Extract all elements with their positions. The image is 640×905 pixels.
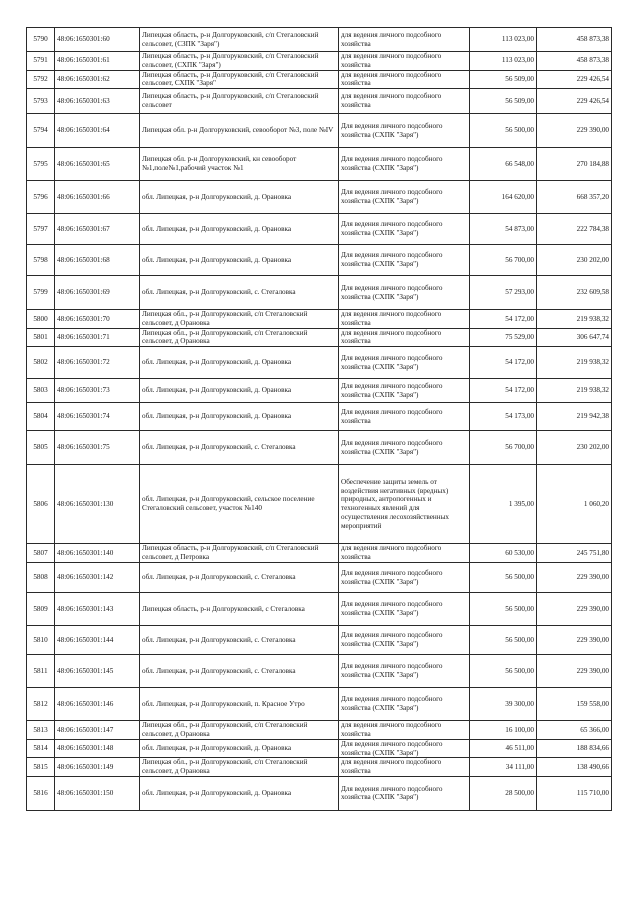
- cell-area: 54 173,00: [470, 403, 537, 431]
- cell-purpose: для ведения личного подсобного хозяйства: [339, 544, 470, 563]
- cell-number: 5794: [27, 114, 55, 148]
- cell-address: Липецкая обл., р-н Долгоруковский, с/п Стегаловский сельсовет, д Орановка: [140, 721, 339, 740]
- cell-purpose: Для ведения личного подсобного хозяйства (СХПК "Заря"): [339, 245, 470, 276]
- cell-area: 54 172,00: [470, 379, 537, 403]
- cell-cadastral-number: 48:06:1650301:150: [55, 776, 140, 810]
- cell-cadastral-number: 48:06:1650301:144: [55, 626, 140, 655]
- cell-cadastral-number: 48:06:1650301:63: [55, 89, 140, 114]
- table-row: [27, 114, 612, 148]
- cell-area: 34 111,00: [470, 758, 537, 777]
- cell-cadastral-number: 48:06:1650301:72: [55, 347, 140, 379]
- table-row: [27, 758, 612, 777]
- cell-cadastral-number: 48:06:1650301:66: [55, 181, 140, 214]
- cell-number: 5791: [27, 52, 55, 71]
- cell-area: 1 395,00: [470, 465, 537, 544]
- cell-number: 5807: [27, 544, 55, 563]
- table-body: [27, 28, 612, 811]
- cell-purpose: Обеспечение защиты земель от воздействия негативных (вредных) природных, антропогенных и техногенных явлений для осуществления лесохозяйственных мероприятий: [339, 465, 470, 544]
- table-row: [27, 431, 612, 465]
- cell-purpose: Для ведения личного подсобного хозяйства (СХПК "Заря"): [339, 655, 470, 688]
- cell-cadastral-number: 48:06:1650301:67: [55, 214, 140, 245]
- cell-cadastral-number: 48:06:1650301:71: [55, 328, 140, 347]
- cell-address: Липецкая обл., р-н Долгоруковский, с/п Стегаловский сельсовет, д Орановка: [140, 758, 339, 777]
- cell-cadastral-value: 230 202,00: [537, 431, 612, 465]
- cell-area: 16 100,00: [470, 721, 537, 740]
- land-plots-table: [26, 27, 612, 811]
- cell-purpose: Для ведения личного подсобного хозяйства (СХПК "Заря"): [339, 148, 470, 181]
- cell-number: 5814: [27, 739, 55, 758]
- cell-number: 5811: [27, 655, 55, 688]
- table-row: [27, 739, 612, 758]
- cell-address: обл. Липецкая, р-н Долгоруковский, д. Орановка: [140, 214, 339, 245]
- cell-purpose: Для ведения личного подсобного хозяйства (СХПК "Заря"): [339, 431, 470, 465]
- table-row: [27, 465, 612, 544]
- cell-cadastral-value: 159 558,00: [537, 688, 612, 721]
- cell-area: 54 172,00: [470, 310, 537, 329]
- cell-purpose: для ведения личного подсобного хозяйства: [339, 89, 470, 114]
- cell-purpose: Для ведения личного подсобного хозяйства (СХПК "Заря"): [339, 347, 470, 379]
- table-row: [27, 721, 612, 740]
- table-row: [27, 214, 612, 245]
- cell-cadastral-value: 222 784,38: [537, 214, 612, 245]
- cell-cadastral-number: 48:06:1650301:146: [55, 688, 140, 721]
- cell-cadastral-number: 48:06:1650301:68: [55, 245, 140, 276]
- cell-cadastral-value: 229 390,00: [537, 563, 612, 593]
- cell-area: 57 293,00: [470, 276, 537, 310]
- cell-number: 5805: [27, 431, 55, 465]
- cell-number: 5810: [27, 626, 55, 655]
- cell-cadastral-value: 1 060,20: [537, 465, 612, 544]
- table-row: [27, 181, 612, 214]
- cell-cadastral-number: 48:06:1650301:75: [55, 431, 140, 465]
- cell-cadastral-number: 48:06:1650301:148: [55, 739, 140, 758]
- cell-address: Липецкая область, р-н Долгоруковский, с/п Стегаловский сельсовет: [140, 89, 339, 114]
- cell-cadastral-value: 229 390,00: [537, 593, 612, 626]
- cell-number: 5802: [27, 347, 55, 379]
- cell-address: обл. Липецкая, р-н Долгоруковский, д. Орановка: [140, 739, 339, 758]
- cell-cadastral-value: 230 202,00: [537, 245, 612, 276]
- cell-purpose: Для ведения личного подсобного хозяйства (СХПК "Заря"): [339, 688, 470, 721]
- cell-number: 5797: [27, 214, 55, 245]
- cell-cadastral-value: 219 938,32: [537, 379, 612, 403]
- cell-number: 5812: [27, 688, 55, 721]
- cell-address: Липецкая область, р-н Долгоруковский, с/п Стегаловский сельсовет, СХПК "Заря": [140, 70, 339, 89]
- cell-address: обл. Липецкая, р-н Долгоруковский, д. Орановка: [140, 776, 339, 810]
- cell-area: 75 529,00: [470, 328, 537, 347]
- cell-area: 56 509,00: [470, 89, 537, 114]
- cell-area: 66 548,00: [470, 148, 537, 181]
- cell-number: 5813: [27, 721, 55, 740]
- cell-purpose: для ведения личного подсобного хозяйства: [339, 70, 470, 89]
- cell-address: обл. Липецкая, р-н Долгоруковский, п. Красное Утро: [140, 688, 339, 721]
- cell-cadastral-number: 48:06:1650301:65: [55, 148, 140, 181]
- cell-number: 5816: [27, 776, 55, 810]
- cell-purpose: Для ведения личного подсобного хозяйства: [339, 403, 470, 431]
- cell-cadastral-number: 48:06:1650301:64: [55, 114, 140, 148]
- cell-number: 5798: [27, 245, 55, 276]
- cell-cadastral-value: 219 938,32: [537, 310, 612, 329]
- cell-cadastral-number: 48:06:1650301:73: [55, 379, 140, 403]
- cell-number: 5790: [27, 28, 55, 52]
- cell-area: 56 500,00: [470, 114, 537, 148]
- cell-number: 5815: [27, 758, 55, 777]
- table-row: [27, 563, 612, 593]
- cell-number: 5806: [27, 465, 55, 544]
- cell-number: 5795: [27, 148, 55, 181]
- cell-cadastral-value: 229 390,00: [537, 626, 612, 655]
- cell-cadastral-number: 48:06:1650301:130: [55, 465, 140, 544]
- cell-address: обл. Липецкая, р-н Долгоруковский, д. Орановка: [140, 403, 339, 431]
- table-row: [27, 28, 612, 52]
- cell-cadastral-value: 229 426,54: [537, 89, 612, 114]
- cell-purpose: Для ведения личного подсобного хозяйства (СХПК "Заря"): [339, 276, 470, 310]
- cell-number: 5809: [27, 593, 55, 626]
- cell-purpose: Для ведения личного подсобного хозяйства (СХПК "Заря"): [339, 214, 470, 245]
- cell-cadastral-value: 458 873,38: [537, 52, 612, 71]
- cell-area: 56 500,00: [470, 655, 537, 688]
- cell-area: 56 700,00: [470, 245, 537, 276]
- cell-cadastral-value: 229 390,00: [537, 655, 612, 688]
- cell-cadastral-value: 65 366,00: [537, 721, 612, 740]
- cell-address: обл. Липецкая, р-н Долгоруковский, сельское поселение Стегаловский сельсовет, участок №140: [140, 465, 339, 544]
- cell-number: 5800: [27, 310, 55, 329]
- cell-address: обл. Липецкая, р-н Долгоруковский, с. Стегаловка: [140, 276, 339, 310]
- cell-cadastral-number: 48:06:1650301:140: [55, 544, 140, 563]
- cell-address: обл. Липецкая, р-н Долгоруковский, с. Стегаловка: [140, 563, 339, 593]
- cell-purpose: для ведения личного подсобного хозяйства: [339, 28, 470, 52]
- cell-purpose: Для ведения личного подсобного хозяйства (СХПК "Заря"): [339, 626, 470, 655]
- table-row: [27, 593, 612, 626]
- table-row: [27, 347, 612, 379]
- cell-cadastral-value: 138 490,66: [537, 758, 612, 777]
- cell-cadastral-number: 48:06:1650301:147: [55, 721, 140, 740]
- cell-cadastral-number: 48:06:1650301:62: [55, 70, 140, 89]
- cell-address: Липецкая обл. р-н Долгоруковский, севооборот №3, поле №IV: [140, 114, 339, 148]
- cell-area: 54 172,00: [470, 347, 537, 379]
- cell-cadastral-number: 48:06:1650301:145: [55, 655, 140, 688]
- cell-address: обл. Липецкая, р-н Долгоруковский, с. Стегаловка: [140, 655, 339, 688]
- cell-cadastral-value: 232 609,58: [537, 276, 612, 310]
- table-row: [27, 544, 612, 563]
- cell-cadastral-number: 48:06:1650301:74: [55, 403, 140, 431]
- cell-cadastral-value: 219 942,38: [537, 403, 612, 431]
- cell-address: обл. Липецкая, р-н Долгоруковский, д. Орановка: [140, 379, 339, 403]
- cell-cadastral-value: 245 751,80: [537, 544, 612, 563]
- table-row: [27, 655, 612, 688]
- cell-area: 54 873,00: [470, 214, 537, 245]
- cell-cadastral-value: 188 834,66: [537, 739, 612, 758]
- cell-cadastral-value: 306 647,74: [537, 328, 612, 347]
- cell-number: 5799: [27, 276, 55, 310]
- cell-purpose: для ведения личного подсобного хозяйства: [339, 758, 470, 777]
- cell-purpose: для ведения личного подсобного хозяйства: [339, 52, 470, 71]
- cell-area: 56 500,00: [470, 626, 537, 655]
- cell-purpose: Для ведения личного подсобного хозяйства (СХПК "Заря"): [339, 379, 470, 403]
- cell-number: 5792: [27, 70, 55, 89]
- cell-address: Липецкая обл., р-н Долгоруковский, с/п Стегаловский сельсовет, д Орановка: [140, 328, 339, 347]
- cell-cadastral-value: 229 426,54: [537, 70, 612, 89]
- cell-purpose: для ведения личного подсобного хозяйства: [339, 328, 470, 347]
- cell-address: обл. Липецкая, р-н Долгоруковский, д. Орановка: [140, 347, 339, 379]
- table-row: [27, 379, 612, 403]
- cell-number: 5801: [27, 328, 55, 347]
- cell-number: 5803: [27, 379, 55, 403]
- cell-area: 113 023,00: [470, 52, 537, 71]
- cell-area: 28 500,00: [470, 776, 537, 810]
- cell-purpose: Для ведения личного подсобного хозяйства (СХПК "Заря"): [339, 114, 470, 148]
- cell-cadastral-number: 48:06:1650301:70: [55, 310, 140, 329]
- table-row: [27, 52, 612, 71]
- cell-area: 60 530,00: [470, 544, 537, 563]
- cell-address: Липецкая область, р-н Долгоруковский, с/п Стегаловский сельсовет, (СХПК "Заря"): [140, 52, 339, 71]
- cell-purpose: Для ведения личного подсобного хозяйства (СХПК "Заря"): [339, 776, 470, 810]
- cell-cadastral-number: 48:06:1650301:60: [55, 28, 140, 52]
- cell-cadastral-value: 668 357,20: [537, 181, 612, 214]
- table-row: [27, 626, 612, 655]
- table-row: [27, 148, 612, 181]
- cell-address: Липецкая обл., р-н Долгоруковский, с/п Стегаловский сельсовет, д Орановка: [140, 310, 339, 329]
- table-row: [27, 70, 612, 89]
- cell-address: обл. Липецкая, р-н Долгоруковский, д. Орановка: [140, 245, 339, 276]
- table-row: [27, 89, 612, 114]
- cell-area: 164 620,00: [470, 181, 537, 214]
- cell-cadastral-value: 115 710,00: [537, 776, 612, 810]
- cell-cadastral-number: 48:06:1650301:142: [55, 563, 140, 593]
- cell-area: 113 023,00: [470, 28, 537, 52]
- cell-cadastral-number: 48:06:1650301:143: [55, 593, 140, 626]
- cell-address: Липецкая область, р-н Долгоруковский, с/п Стегаловский сельсовет, д Петровка: [140, 544, 339, 563]
- table-row: [27, 328, 612, 347]
- table-row: [27, 310, 612, 329]
- cell-cadastral-value: 270 184,88: [537, 148, 612, 181]
- cell-number: 5808: [27, 563, 55, 593]
- cell-cadastral-value: 219 938,32: [537, 347, 612, 379]
- table-row: [27, 403, 612, 431]
- table-row: [27, 776, 612, 810]
- cell-address: Липецкая область, р-н Долгоруковский, с/п Стегаловский сельсовет, (СЗПК "Заря"): [140, 28, 339, 52]
- cell-address: обл. Липецкая, р-н Долгоруковский, д. Орановка: [140, 181, 339, 214]
- table-row: [27, 276, 612, 310]
- cell-address: обл. Липецкая, р-н Долгоруковский, с. Стегаловка: [140, 431, 339, 465]
- cell-area: 56 500,00: [470, 563, 537, 593]
- cell-cadastral-number: 48:06:1650301:69: [55, 276, 140, 310]
- cell-purpose: Для ведения личного подсобного хозяйства (СХПК "Заря"): [339, 739, 470, 758]
- cell-area: 56 700,00: [470, 431, 537, 465]
- cell-purpose: Для ведения личного подсобного хозяйства (СХПК "Заря"): [339, 563, 470, 593]
- cell-number: 5804: [27, 403, 55, 431]
- cell-area: 56 500,00: [470, 593, 537, 626]
- table-row: [27, 688, 612, 721]
- cell-address: Липецкая область, р-н Долгоруковский, с Стегаловка: [140, 593, 339, 626]
- cell-purpose: для ведения личного подсобного хозяйства: [339, 721, 470, 740]
- cell-purpose: Для ведения личного подсобного хозяйства (СХПК "Заря"): [339, 181, 470, 214]
- cell-address: Липецкая обл. р-н Долгоруковский, кн севооборот №1,поле№1,рабочий участок №1: [140, 148, 339, 181]
- cell-cadastral-number: 48:06:1650301:61: [55, 52, 140, 71]
- cell-purpose: Для ведения личного подсобного хозяйства (СХПК "Заря"): [339, 593, 470, 626]
- cell-area: 56 509,00: [470, 70, 537, 89]
- cell-area: 46 511,00: [470, 739, 537, 758]
- cell-area: 39 300,00: [470, 688, 537, 721]
- cell-number: 5796: [27, 181, 55, 214]
- cell-cadastral-value: 229 390,00: [537, 114, 612, 148]
- cell-cadastral-number: 48:06:1650301:149: [55, 758, 140, 777]
- cell-purpose: для ведения личного подсобного хозяйства: [339, 310, 470, 329]
- table-row: [27, 245, 612, 276]
- cell-address: обл. Липецкая, р-н Долгоруковский, с. Стегаловка: [140, 626, 339, 655]
- cell-cadastral-value: 458 873,38: [537, 28, 612, 52]
- cell-number: 5793: [27, 89, 55, 114]
